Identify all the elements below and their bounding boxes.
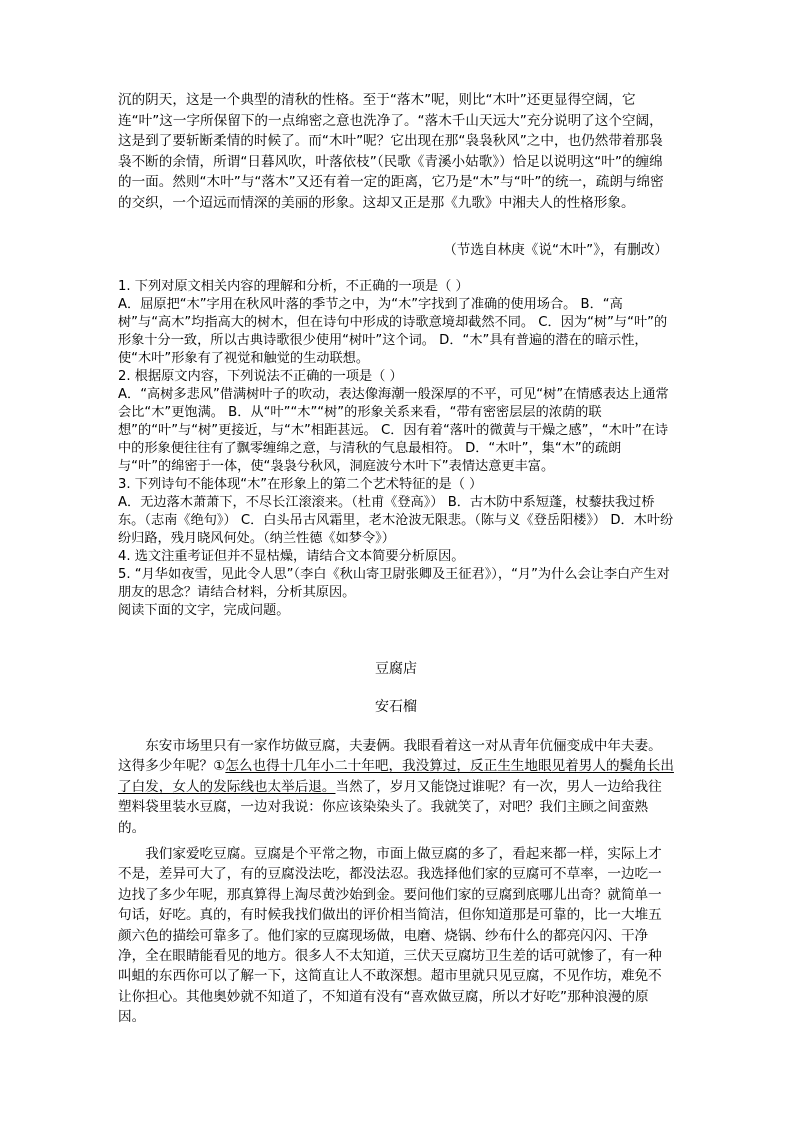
question-5: 5. “月华如夜雪，见此令人思”（李白《秋山寄卫尉张卿及王征君》），“月”为什么会让李白产生对朋友的思念？请结合材料，分析其原因。 xyxy=(118,567,670,600)
passage-excerpt xyxy=(118,90,674,214)
source-citation: （节选自林庚《说“木叶”》，有删改） xyxy=(443,242,668,258)
story-paragraph-1 xyxy=(118,736,674,838)
question-2-options: A．“高树多悲风”借满树叶子的吹动，表达像海潮一般深厚的不平，可见“树”在情感表达上通常会比“木”更饱满。 B．从“叶”“木”“树”的形象关系来看，“带有密密层层的浓荫的联想”的“叶”与“树”更接近，与“木”相距甚远。 C．因有着“落叶的微黄与干燥之感”，“木叶”在诗中的形象便往往有了飘零缠绵之意，与清秋的气息最相符。 D．“木叶”，集“木”的疏朗与“叶”的绵密于一体，使“袅袅兮秋风，洞庭波兮木叶下”表情达意更丰富。 xyxy=(118,387,669,474)
question-2: 2. 根据原文内容，下列说法不正确的一项是（ ） xyxy=(118,369,403,384)
para1-underlined-sentence: 怎么也得十几年小二十年吧，我没算过，反正生生地眼见着男人的鬓角长出了白发，女人的发际线也太举后退。 xyxy=(118,758,674,795)
story-author: 安石榴 xyxy=(375,699,417,715)
question-1-options: A．屈原把“木”字用在秋风叶落的季节之中，为“木”字找到了准确的使用场合。 B．“高树”与“高木”均指高大的树木，但在诗句中形成的诗歌意境却截然不同。 C．因为“树”与“叶”的形象十分一致，所以古典诗歌很少使用“树叶”这个词。 D．“木”具有普遍的潜在的暗示性，使“木叶”形象有了视觉和触觉的生动联想。 xyxy=(118,297,668,366)
para1-text-end: 当然了，岁月又能饶过谁呢？有一次，男人一边给我往塑料袋里装水豆腐，一边对我说：你应该染染头了。我就笑了，对吧？我们主顾之间蛮熟的。 xyxy=(118,778,662,836)
question-list xyxy=(118,278,674,620)
reading-instruction: 阅读下面的文字，完成问题。 xyxy=(118,603,290,618)
question-3: 3. 下列诗句不能体现“木”在形象上的第二个艺术特征的是（ ） xyxy=(118,477,483,492)
question-1: 1. 下列对原文相关内容的理解和分析，不正确的一项是（ ） xyxy=(118,279,469,294)
story-paragraph-2 xyxy=(118,844,674,1028)
para2-text: 我们家爱吃豆腐。豆腐是个平常之物，市面上做豆腐的多了，看起来都一样，实际上才不是，差异可大了，有的豆腐没法吃，都没法忍。我选择他们家的豆腐可不草率，一边吃一边找了多少年呢，那真算得上淘尽黄沙始到金。要问他们家的豆腐到底哪儿出奇？就简单一句话，好吃。真的，有时候我找们做出的评价相当简洁，但你知道那是可靠的，比一大堆五颜六色的描绘可靠多了。他们家的豆腐现场做，电磨、烧锅、纱布什么的都亮闪闪、干净净，全在眼睛能看见的地方。很多人不太知道，三伏天豆腐坊卫生差的话可就惨了，有一种叫蛆的东西你可以了解一下，这简直让人不敢深想。超市里就只见豆腐，不见作坊，难免不让你担心。其他奥妙就不知道了，不知道有没有“喜欢做豆腐，所以才好吃”那种浪漫的原因。 xyxy=(118,846,662,1026)
para1-text-start: 东安市场里只有一家作坊做豆腐，夫妻俩。我眼看着这一对从青年伉俪变成中年夫妻。这得多少年呢？① xyxy=(118,738,662,775)
story-title: 豆腐店 xyxy=(375,661,417,677)
passage-paragraph: 沉的阴天，这是一个典型的清秋的性格。至于“落木”呢，则比“木叶”还更显得空阔，它连“叶”这一字所保留下的一点绵密之意也洗净了。“落木千山天远大”充分说明了这个空阔，这是到了要斩断柔情的时候了。而“木叶”呢？它出现在那“袅袅秋风”之中，也仍然带着那袅袅不断的余情，所谓“日暮风吹，叶落依枝”（民歌《青溪小姑歌》）恰足以说明这“叶”的缠绵的一面。然则“木叶”与“落木”又还有着一定的距离，它乃是“木”与“叶”的统一，疏朗与绵密的交织，一个迢远而情深的美丽的形象。这却又正是那《九歌》中湘夫人的性格形象。 xyxy=(118,92,664,211)
question-3-options: A．无边落木萧萧下，不尽长江滚滚来。（杜甫《登高》） B．古木防中系短蓬，杖藜扶我过桥东。（志南《绝句》） C．白头吊古风霜里，老木沧波无限悲。（陈与义《登岳阳楼》） D．木叶纷纷归路，残月晓风何处。（纳兰性德《如梦令》） xyxy=(118,495,674,546)
question-4: 4. 选文注重考证但并不显枯燥，请结合文本简要分析原因。 xyxy=(118,549,465,564)
